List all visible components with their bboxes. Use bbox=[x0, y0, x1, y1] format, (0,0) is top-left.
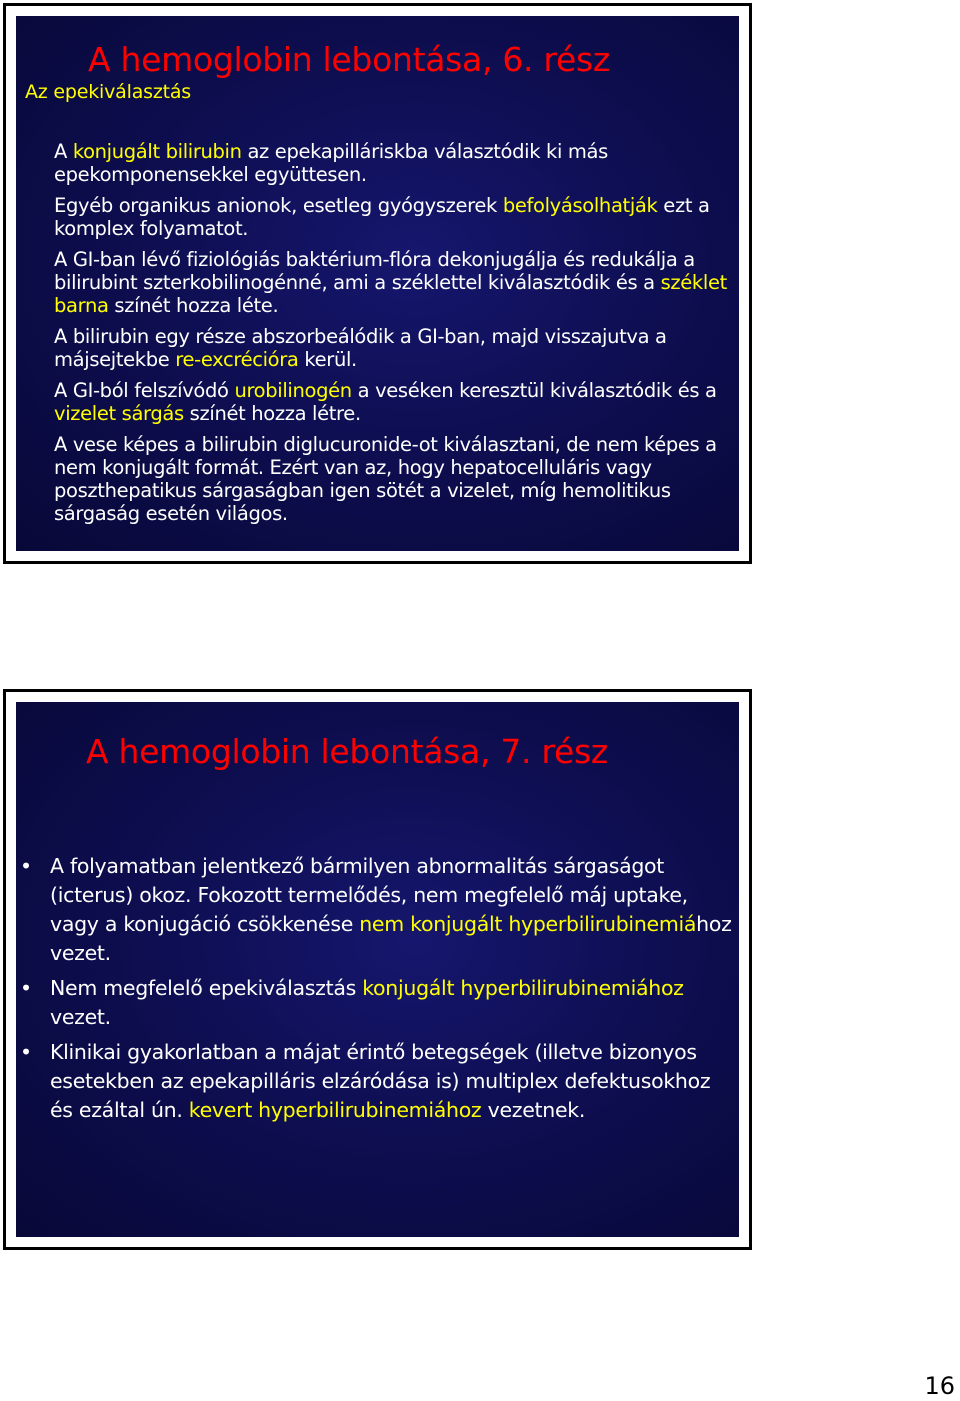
page-number: 16 bbox=[924, 1372, 955, 1400]
slide-7-bullet-list bbox=[16, 852, 736, 1131]
list-item bbox=[16, 974, 736, 1032]
text-segment: vezet. bbox=[50, 1005, 111, 1029]
text-segment: színét hozza létre. bbox=[183, 402, 361, 425]
slide-7-title: A hemoglobin lebontása, 7. rész bbox=[86, 732, 608, 771]
slide-6 bbox=[3, 3, 752, 564]
slide-6-paragraph bbox=[54, 379, 739, 425]
slide-6-paragraph bbox=[54, 248, 739, 317]
slide-6-subtitle: Az epekiválasztás bbox=[25, 81, 192, 103]
text-segment: hoz vezet. bbox=[50, 912, 732, 965]
highlighted-term: vizelet sárgás bbox=[54, 402, 184, 425]
highlighted-term: re-excrécióra bbox=[175, 348, 299, 371]
text-segment: Egyéb organikus anionok, esetleg gyógyszerek bbox=[54, 194, 503, 217]
text-segment: A bilirubin egy része abszorbeálódik a GI-ban, majd visszajutva a májsejtekbe bbox=[54, 325, 667, 371]
highlighted-term: széklet barna bbox=[54, 271, 727, 317]
text-segment: ezt a komplex folyamatot. bbox=[54, 194, 710, 240]
list-item bbox=[16, 1038, 736, 1125]
slide-6-paragraph bbox=[54, 194, 739, 240]
text-segment: kerül. bbox=[298, 348, 357, 371]
text-segment: A GI-ban lévő fiziológiás baktérium-flóra dekonjugálja és redukálja a bilirubint szterkobilinogénné, ami a széklettel kiválasztódik és a bbox=[54, 248, 695, 294]
text-segment: Klinikai gyakorlatban a májat érintő betegségek (illetve bizonyos esetekben az epekapilláris elzáródása is) multiplex defektusokhoz és ezáltal ún. bbox=[50, 1040, 711, 1122]
text-segment: az epekapilláriskba választódik ki más epekomponensekkel együttesen. bbox=[54, 140, 608, 186]
text-segment: színét hozza léte. bbox=[108, 294, 279, 317]
highlighted-term: befolyásolhatják bbox=[502, 194, 658, 217]
bullet-icon: • bbox=[20, 1040, 32, 1064]
slide-6-paragraph bbox=[54, 140, 739, 186]
slide-6-paragraph bbox=[54, 433, 739, 525]
slide-7 bbox=[3, 689, 752, 1250]
highlighted-term: nem konjugált hyperbilirubinemiá bbox=[359, 912, 697, 936]
slide-6-title: A hemoglobin lebontása, 6. rész bbox=[88, 40, 610, 79]
highlighted-term: urobilinogén bbox=[234, 379, 352, 402]
text-segment: A bbox=[54, 140, 73, 163]
highlighted-term: kevert hyperbilirubinemiához bbox=[188, 1098, 482, 1122]
text-segment: a veséken keresztül kiválasztódik és a bbox=[351, 379, 717, 402]
text-segment: vezetnek. bbox=[481, 1098, 586, 1122]
highlighted-term: konjugált bilirubin bbox=[72, 140, 242, 163]
slide-6-paragraph bbox=[54, 325, 739, 371]
list-item bbox=[16, 852, 736, 968]
text-segment: Nem megfelelő epekiválasztás bbox=[50, 976, 363, 1000]
text-segment: A folyamatban jelentkező bármilyen abnormalitás sárgaságot (icterus) okoz. Fokozott termelődés, nem megfelelő máj uptake, vagy a konjugáció csökkenése bbox=[50, 854, 688, 936]
text-segment: A vese képes a bilirubin diglucuronide-ot kiválasztani, de nem képes a nem konjugált formát. Ezért van az, hogy hepatocelluláris vagy poszthepatikus sárgaságban igen sötét a vizelet, míg hemolitikus sárgaság esetén világos. bbox=[54, 433, 717, 525]
slide-6-body bbox=[54, 140, 739, 533]
text-segment: A GI-ból felszívódó bbox=[54, 379, 235, 402]
slide-7-background bbox=[16, 702, 739, 1237]
bullet-icon: • bbox=[20, 854, 32, 878]
bullet-icon: • bbox=[20, 976, 32, 1000]
highlighted-term: konjugált hyperbilirubinemiához bbox=[362, 976, 684, 1000]
slide-6-background bbox=[16, 16, 739, 551]
